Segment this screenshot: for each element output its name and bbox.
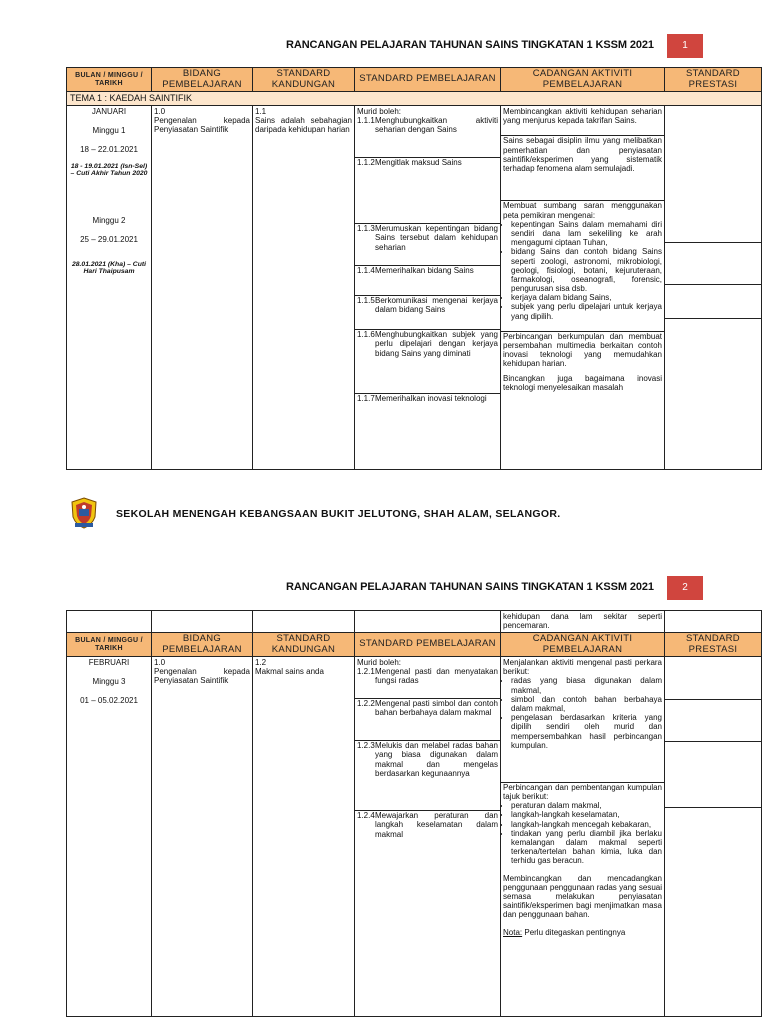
header-standard-prestasi: STANDARD PRESTASI — [665, 68, 762, 92]
sp-item: 1.2.1 Mengenal pasti dan menyatakan fungsi radas — [357, 667, 498, 686]
standard-pembelajaran-cell — [355, 106, 501, 470]
school-name: SEKOLAH MENENGAH KEBANGSAAN BUKIT JELUTONG, SHAH ALAM, SELANGOR. — [116, 508, 561, 520]
standard-prestasi-cell — [665, 106, 762, 470]
week-label: Minggu 2 — [92, 216, 126, 226]
sp-item: 1.1.5 Berkomunikasi mengenai kerjaya dalam bidang Sains — [357, 296, 498, 315]
document-title: RANCANGAN PELAJARAN TAHUNAN SAINS TINGKATAN 1 KSSM 2021 — [286, 581, 654, 593]
sp-item: 1.1.6 Menghubungkaitkan subjek yang perlu dipelajari dengan kerjaya bidang Sains yang diminati — [357, 330, 498, 358]
header-standard-pembelajaran: STANDARD PEMBELAJARAN — [355, 68, 501, 92]
bidang-cell — [152, 657, 253, 1017]
page-number-badge: 2 — [667, 576, 703, 600]
school-footer — [70, 497, 760, 531]
month-label: FEBRUARI — [88, 658, 130, 667]
cadangan-aktiviti-cell — [501, 657, 665, 1017]
activity-text: Sains sebagai disiplin ilmu yang melibatkan pemerhatian dan penyiasatan saintifik/eksperimen yang sistematik terhadap fenomena alam semulajadi. — [503, 136, 662, 173]
week-label: Minggu 3 — [92, 677, 126, 687]
date-range: 25 – 29.01.2021 — [80, 235, 138, 245]
activity-list: • peraturan dalam makmal, • langkah-langkah keselamatan, • langkah-langkah mencegah kebakaran, • tindakan yang perlu diambil jika berlaku kemalangan dalam makmal seperti terkena/tertelan bahan kimia, luka dan terhidu gas beracun. — [503, 801, 662, 865]
date-range: 18 – 22.01.2021 — [80, 145, 138, 155]
header-month-week-date: BULAN / MINGGU / TARIKH — [67, 68, 152, 92]
activity-text: Membincangkan aktiviti kehidupan seharian yang menjurus kepada takrifan Sains. — [503, 107, 662, 126]
activity-list: • radas yang biasa digunakan dalam makmal, • simbol dan contoh bahan berbahaya dalam makmal, • pengelasan berdasarkan kriteria yang dipilih sendiri oleh murid dan mempersembahkan hasil perbincangan kumpulan. — [503, 676, 662, 750]
sp-item: 1.1.4 Memerihalkan bidang Sains — [357, 266, 474, 276]
plan-table-page-1 — [66, 67, 762, 470]
sk-number: 1.2 — [255, 658, 267, 667]
activity-text: Bincangkan juga bagaimana inovasi teknologi menyelesaikan masalah — [503, 373, 662, 392]
page-2-header — [0, 576, 768, 600]
sp-item: 1.1.7 Memerihalkan inovasi teknologi — [357, 394, 487, 404]
header-month-week-date: BULAN / MINGGU / TARIKH — [67, 633, 152, 657]
header-bidang: BIDANG PEMBELAJARAN — [152, 633, 253, 657]
header-standard-prestasi: STANDARD PRESTASI — [665, 633, 762, 657]
activity-text: Perbincangan berkumpulan dan membuat persembahan multimedia berkaitan contoh inovasi teknologi yang memudahkan kehidupan harian. — [503, 331, 662, 369]
schedule-cell — [67, 657, 152, 1017]
sp-item: 1.1.3 Merumuskan kepentingan bidang Sains tersebut dalam kehidupan seharian — [357, 224, 498, 252]
sk-text: Sains adalah sebahagian daripada kehidupan harian — [255, 116, 352, 135]
header-standard-kandungan: STANDARD KANDUNGAN — [253, 68, 355, 92]
month-label: JANUARI — [91, 107, 127, 116]
page-1-header — [0, 34, 768, 58]
bidang-number: 1.0 — [154, 658, 166, 667]
standard-kandungan-cell — [253, 657, 355, 1017]
activity-text: Perbincangan dan pembentangan kumpulan tajuk berikut: — [503, 782, 662, 802]
schedule-cell — [67, 106, 152, 470]
sp-item: 1.1.2 Mengitlak maksud Sains — [357, 158, 462, 168]
bidang-number: 1.0 — [154, 107, 166, 116]
sk-number: 1.1 — [255, 107, 267, 116]
sp-item: 1.1.1 Menghubungkaitkan aktiviti seharian dengan Sains — [357, 116, 498, 135]
date-range: 01 – 05.02.2021 — [80, 696, 138, 706]
carry-over-text: kehidupan dana lam sekitar seperti pencemaran. — [501, 611, 665, 633]
week-label: Minggu 1 — [92, 126, 126, 136]
activity-text: Membuat sumbang saran menggunakan peta pemikiran mengenai: — [503, 201, 662, 220]
header-standard-pembelajaran: STANDARD PEMBELAJARAN — [355, 633, 501, 657]
sp-intro: Murid boleh: — [357, 107, 402, 116]
activity-list: • kepentingan Sains dalam memahami diri sendiri dana lam sekeliling ke arah mengagumi ciptaan Tuhan, • bidang Sains dan contoh bidang Sains seperti zoologi, astronomi, mikrobiologi, geologi, fisiologi, botani, kejuruteraan, farmakologi, oseanografi, forensic, pengurusan sisa dsb. • kerjaya dalam bidang Sains, • subjek yang perlu dipelajari untuk kerjaya yang dipilih. — [503, 220, 662, 321]
theme-row: TEMA 1 : KAEDAH SAINTIFIK — [67, 92, 762, 106]
bidang-text: Pengenalan kepada Penyiasatan Saintifik — [154, 116, 250, 135]
sk-text: Makmal sains anda — [255, 667, 324, 677]
header-standard-kandungan: STANDARD KANDUNGAN — [253, 633, 355, 657]
sp-item: 1.2.3 Melukis dan melabel radas bahan yang biasa digunakan dalam makmal dan mengelas berdasarkan kegunaannya — [357, 741, 498, 778]
plan-table-page-2 — [66, 610, 762, 1017]
school-crest-icon — [70, 497, 98, 529]
bidang-text: Pengenalan kepada Penyiasatan Saintifik — [154, 667, 250, 686]
standard-kandungan-cell — [253, 106, 355, 470]
activity-text: Membincangkan dan mencadangkan penggunaan penggunaan radas yang sesuai semasa melakukan penyiasatan saintifik/eksperimen bagi menjimatkan masa dan penggunaan bahan. — [503, 873, 662, 920]
cadangan-aktiviti-cell — [501, 106, 665, 470]
document-title: RANCANGAN PELAJARAN TAHUNAN SAINS TINGKATAN 1 KSSM 2021 — [286, 39, 654, 51]
standard-pembelajaran-cell — [355, 657, 501, 1017]
page-number-badge: 1 — [667, 34, 703, 58]
sp-item: 1.2.2 Mengenal pasti simbol dan contoh bahan berbahaya dalam makmal — [357, 699, 498, 718]
note-text: Nota: Perlu ditegaskan pentingnya — [503, 927, 626, 937]
sp-item: 1.2.4 Mewajarkan peraturan dan langkah keselamatan dalam makmal — [357, 811, 498, 839]
holiday-note: 18 - 19.01.2021 (Isn-Sel) – Cuti Akhir Tahun 2020 — [70, 162, 148, 178]
sp-intro: Murid boleh: — [357, 658, 402, 667]
header-bidang: BIDANG PEMBELAJARAN — [152, 68, 253, 92]
header-cadangan-aktiviti: CADANGAN AKTIVITI PEMBELAJARAN — [501, 68, 665, 92]
standard-prestasi-cell — [665, 657, 762, 1017]
holiday-note: 28.01.2021 (Kha) – Cuti Hari Thaipusam — [71, 260, 147, 276]
activity-text: Menjalankan aktiviti mengenal pasti perkara berikut: — [503, 658, 662, 677]
bidang-cell — [152, 106, 253, 470]
header-cadangan-aktiviti: CADANGAN AKTIVITI PEMBELAJARAN — [501, 633, 665, 657]
